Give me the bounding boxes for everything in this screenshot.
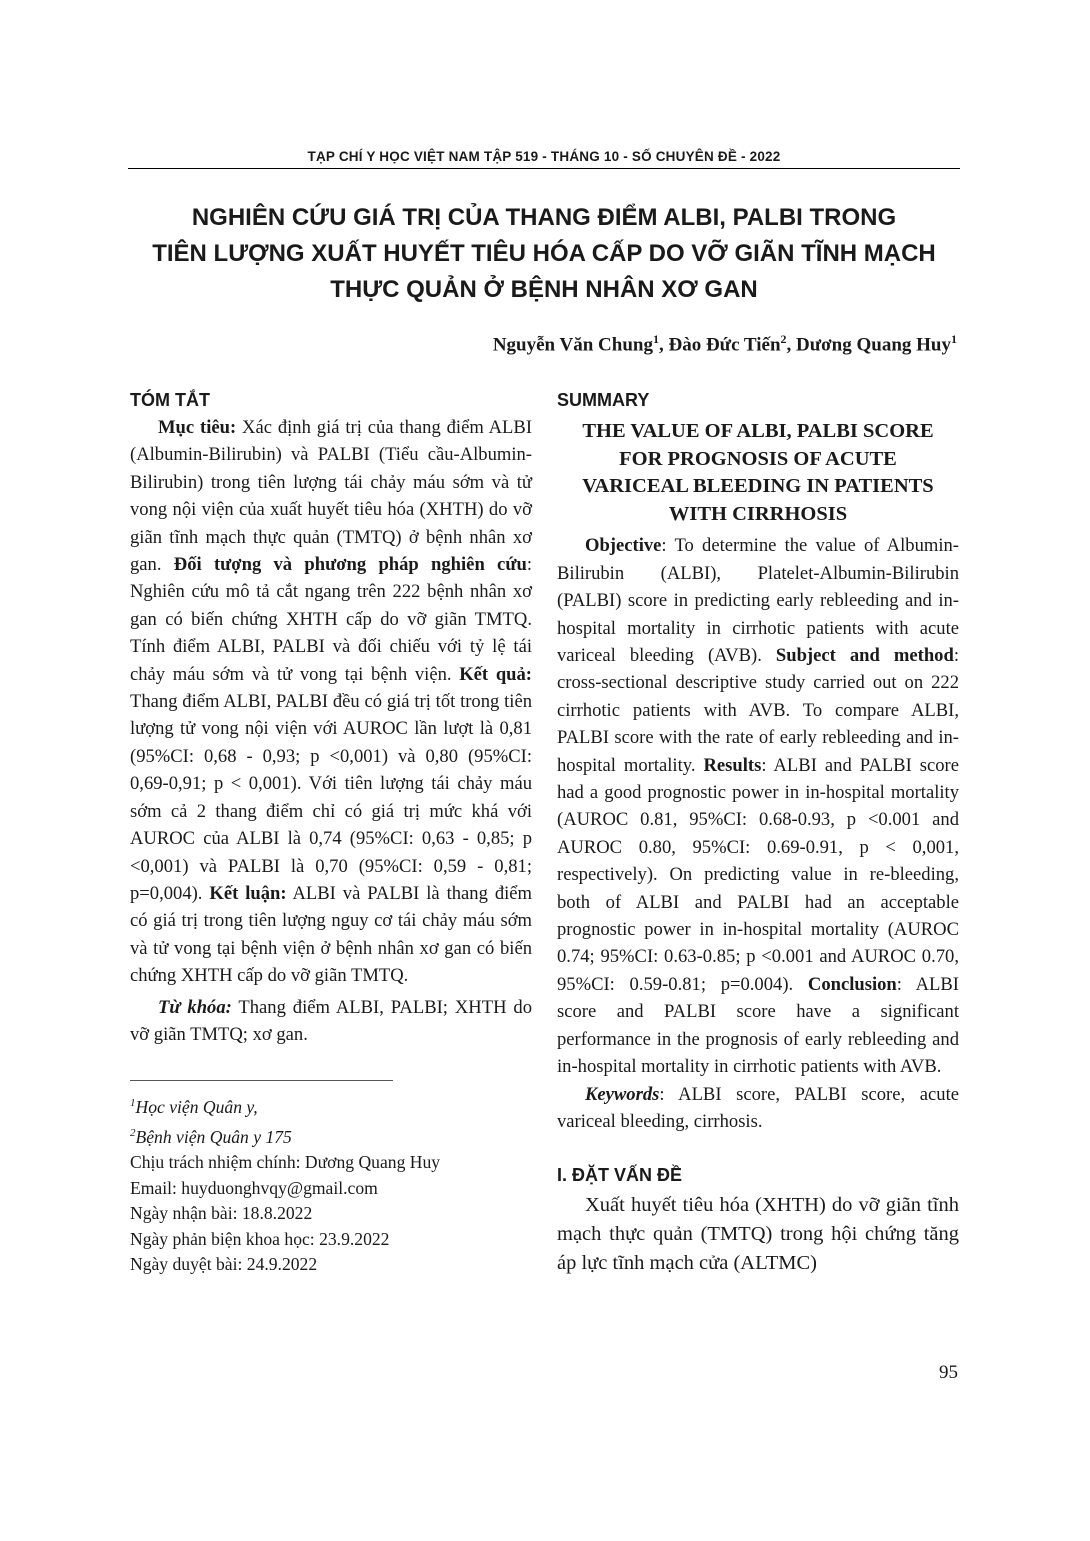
- affiliation-mark: 1: [652, 332, 659, 346]
- summary-title-line: FOR PROGNOSIS OF ACUTE: [619, 447, 897, 470]
- author-name: Nguyễn Văn Chung: [492, 334, 653, 356]
- summary-text: : ALBI and PALBI score had a good prognostic power in in-hospital mortality (AUROC 0.81, 95%CI: 0.68-0.93, p <0.001 and AUROC 0.80, 95%CI: 0.69-0.91, p < 0,001, respectively). On predicting value in re-bleeding, both of ALBI and PALBI had an acceptable prognostic power in in-hospital mortality (AUROC 0.74; 95%CI: 0.63-0.85; p <0.001 and AUROC 0.70, 95%CI: 0.59-0.81; p=0.004).: [557, 754, 959, 995]
- summary-title-line: VARICEAL BLEEDING IN PATIENTS: [582, 475, 934, 498]
- abstract-vi-text: ALBI và PALBI là thang điểm có giá trị trong tiên lượng nguy cơ tái chảy máu sớm và tử vong tại bệnh viện ở bệnh nhân xơ gan có biến chứng XHTH cấp do vỡ giãn TMTQ.: [130, 882, 533, 987]
- intro-heading: I. ĐẶT VẤN ĐỀ: [557, 1165, 683, 1186]
- right-column: [557, 386, 959, 1278]
- affiliation-1: [130, 1091, 532, 1120]
- left-column: [130, 386, 532, 1278]
- summary-text: : cross-sectional descriptive study carried out on 222 cirrhotic patients with AVB. To compare ALBI, PALBI score with the rate of early rebleeding and in-hospital mortality.: [557, 645, 959, 776]
- abstract-vi-body: [130, 414, 532, 990]
- summary-title-line: WITH CIRRHOSIS: [668, 502, 848, 525]
- conclusion-label: Conclusion: [807, 973, 897, 995]
- affiliation-text: Học viện Quân y,: [135, 1097, 258, 1118]
- summary-title-line: THE VALUE OF ALBI, PALBI SCORE: [582, 420, 934, 442]
- article-title: [128, 200, 960, 308]
- header-rule: [128, 168, 960, 169]
- keywords-label-vi: Từ khóa:: [158, 996, 232, 1018]
- date-accepted: Ngày duyệt bài: 24.9.2022: [130, 1254, 318, 1275]
- intro-text: Xuất huyết tiêu hóa (XHTH) do vỡ giãn tĩnh mạch thực quản (TMTQ) trong hội chứng tăng áp lực tĩnh mạch cửa (ALTMC): [557, 1194, 959, 1275]
- date-reviewed: Ngày phản biện khoa học: 23.9.2022: [130, 1228, 390, 1249]
- affiliation-2: [130, 1121, 532, 1150]
- affiliation-mark: 2: [780, 332, 787, 346]
- summary-heading: SUMMARY: [557, 390, 650, 410]
- results-label: Results: [703, 754, 762, 776]
- author-separator: ,: [658, 334, 669, 356]
- title-line: TIÊN LƯỢNG XUẤT HUYẾT TIÊU HÓA CẤP DO VỠ GIÃN TĨNH MẠCH: [152, 240, 936, 267]
- summary-body: [557, 532, 959, 1080]
- abstract-vi-text: Xác định giá trị của thang điểm ALBI (Albumin-Bilirubin) và PALBI (Tiểu cầu-Albumin-Bilirubin) trong tiên lượng tái chảy máu sớm và tử vong nội viện của xuất huyết tiêu hóa (XHTH) do vỡ giãn tĩnh mạch thực quản (TMTQ) ở bệnh nhân xơ gan.: [130, 417, 533, 576]
- affiliation-mark: 2: [130, 1126, 136, 1139]
- author-name: Đào Đức Tiến: [668, 334, 781, 356]
- title-line: NGHIÊN CỨU GIÁ TRỊ CỦA THANG ĐIỂM ALBI, PALBI TRONG: [191, 204, 897, 231]
- running-header: TẠP CHÍ Y HỌC VIỆT NAM TẬP 519 - THÁNG 10 - SỐ CHUYÊN ĐỀ - 2022: [307, 149, 781, 164]
- author-list: [493, 332, 957, 356]
- date-received: Ngày nhận bài: 18.8.2022: [130, 1203, 313, 1224]
- keywords-en: [557, 1081, 959, 1136]
- summary-text: : To determine the value of Albumin-Bilirubin (ALBI), Platelet-Albumin-Bilirubin (PALBI) score in predicting early rebleeding and in-hospital mortality in cirrhotic patients with acute variceal bleeding (AVB).: [557, 535, 959, 666]
- author-separator: ,: [786, 334, 797, 356]
- summary-title: [557, 418, 959, 528]
- footnote-rule: [130, 1080, 393, 1081]
- corresponding-author: Chịu trách nhiệm chính: Dương Quang Huy: [130, 1152, 441, 1173]
- abstract-vi-heading: TÓM TẮT: [130, 390, 210, 410]
- abstract-vi-text: Thang điểm ALBI, PALBI đều có giá trị tốt trong tiên lượng tử vong nội viện với AUROC lần lượt là 0,81 (95%CI: 0,68 - 0,93; p <0,001) và 0,80 (95%CI: 0,69-0,91; p < 0,001). Với tiên lượng tái chảy máu sớm cả 2 thang điểm chỉ có giá trị mức khá với AUROC của ALBI là 0,74 (95%CI: 0,63 - 0,85; p <0,001) và PALBI là 0,70 (95%CI: 0,59 - 0,81; p=0,004).: [130, 691, 532, 904]
- keywords-text: : ALBI score, PALBI score, acute variceal bleeding, cirrhosis.: [557, 1083, 959, 1132]
- results-label-vi: Kết quả:: [459, 663, 532, 685]
- objective-label: Objective: [585, 535, 662, 557]
- affiliation-text: Bệnh viện Quân y 175: [135, 1126, 292, 1147]
- keywords-label: Keywords: [585, 1083, 660, 1105]
- abstract-vi-text: : Nghiên cứu mô tả cắt ngang trên 222 bệnh nhân xơ gan có biến chứng XHTH cấp do vỡ giãn TMTQ. Tính điểm ALBI, PALBI và đối chiếu với tỷ lệ tái chảy máu sớm và tử vong tại bệnh viện.: [130, 554, 532, 685]
- affiliation-mark: 1: [951, 332, 957, 346]
- affiliation-mark: 1: [130, 1097, 136, 1110]
- keywords-vi-text: Thang điểm ALBI, PALBI; XHTH do vỡ giãn TMTQ; xơ gan.: [130, 996, 532, 1045]
- keywords-vi: [130, 994, 532, 1049]
- title-line: THỰC QUẢN Ở BỆNH NHÂN XƠ GAN: [330, 276, 758, 303]
- method-label: Subject and method: [775, 645, 954, 666]
- email: Email: huyduonghvqy@gmail.com: [130, 1177, 378, 1198]
- method-label-vi: Đối tượng và phương pháp nghiên cứu: [173, 554, 527, 576]
- objective-label-vi: Mục tiêu:: [158, 417, 237, 438]
- summary-text: : ALBI score and PALBI score have a significant performance in the prognosis of early rebleeding and in-hospital mortality in cirrhotic patients with AVB.: [557, 973, 959, 1078]
- conclusion-label-vi: Kết luận:: [209, 882, 287, 904]
- author-name: Dương Quang Huy: [796, 334, 951, 356]
- page-number: 95: [939, 1362, 958, 1383]
